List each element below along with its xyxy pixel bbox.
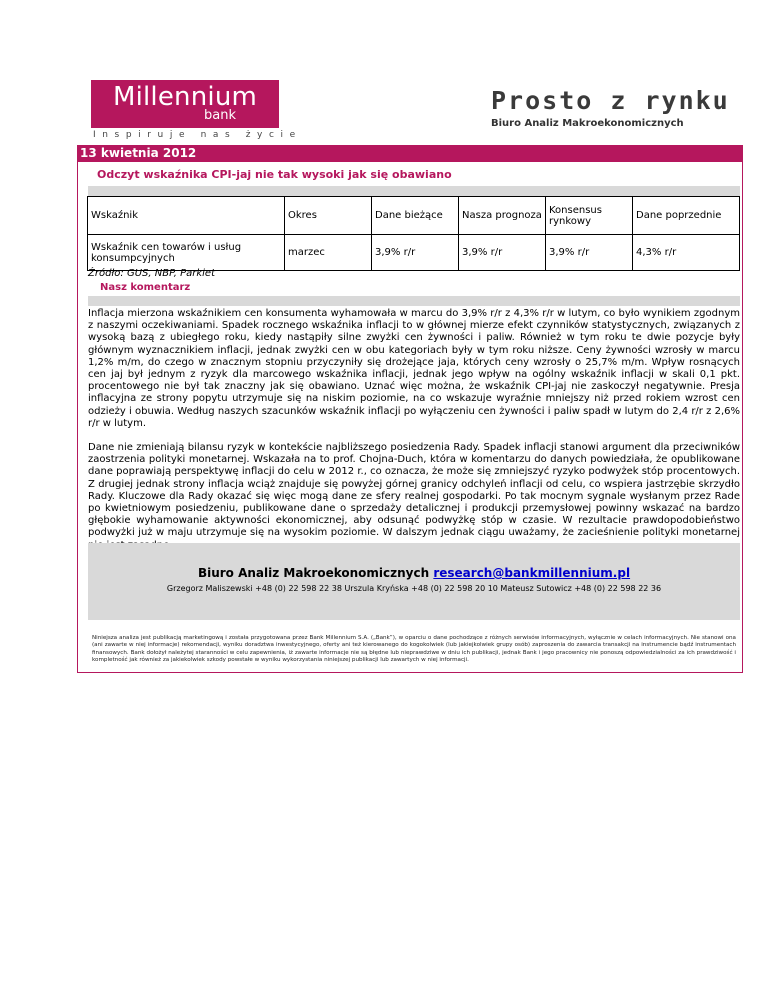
contact-department: Biuro Analiz Makroekonomicznych xyxy=(197,566,430,580)
indicator-table xyxy=(87,196,740,271)
table-header-cell: Wskaźnik xyxy=(88,197,285,235)
publication-title: Prosto z rynku xyxy=(491,86,730,115)
source-note: Źródło: GUS, NBP, Parkiet xyxy=(88,268,216,279)
tagline: Inspiruje nas życie xyxy=(93,130,302,140)
table-header-cell: Konsensus rynkowy xyxy=(546,197,633,235)
table-header-cell: Nasza prognoza xyxy=(459,197,546,235)
section-divider xyxy=(88,186,740,196)
comment-paragraph: Inflacja mierzona wskaźnikiem cen konsumenta wyhamowała w marcu do 3,9% r/r z 4,3% r/r w lutym, co było wynikiem zgodnym z naszymi oczekiwaniami. Spadek rocznego wskaźnika inflacji to w głównej mierze efekt czynników statystycznych, związanych z wysoką bazą z ubiegłego roku, kiedy nastąpiły silne zwyżki cen żywności i paliw. Również w tym roku te dwie pozycje były głównym wyznacznikiem inflacji, jednak zwyżki cen w obu kategoriach były w tym roku niższe. Ceny żywności wzrosły w marcu 1,2% m/m, do czego w znacznym stopniu przyczyniły się drożejące jaja, których ceny wzrosły o 25,7% m/m. Wpływ rosnących cen jaj był jednym z ryzyk dla marcowego wskaźnika inflacji, jednak jego wpływ na ogólny wskaźnik inflacji w skali 0,1 pkt. procentowego nie był tak znaczny jak się obawiano. Uznać więc można, że wskaźnik CPI-jaj nie zaskoczył negatywnie. Presja inflacyjna ze strony popytu utrzymuje się na niskim poziomie, na co wskazuje wyraźnie mniejszy niż przed rokiem wzrost cen odzieży i obuwia. Według naszych szacunków wskaźnik inflacji po wyłączeniu cen żywności i paliw spadł w lutym do 2,4 r/r z 2,6% r/r w lutym. xyxy=(88,308,740,429)
table-cell: marzec xyxy=(285,235,372,271)
publication-subtitle: Biuro Analiz Makroekonomicznych xyxy=(491,118,684,129)
comment-divider xyxy=(88,296,740,306)
table-header-cell: Dane bieżące xyxy=(372,197,459,235)
table-header-cell: Okres xyxy=(285,197,372,235)
table-cell: 4,3% r/r xyxy=(633,235,740,271)
table-cell: Wskaźnik cen towarów i usług konsumpcyjnych xyxy=(88,235,285,271)
table-cell: 3,9% r/r xyxy=(372,235,459,271)
logo-sub: bank xyxy=(204,108,236,123)
table-cell: 3,9% r/r xyxy=(546,235,633,271)
contact-box xyxy=(88,543,740,620)
logo-name: Millennium xyxy=(112,82,258,112)
contact-title xyxy=(88,566,740,580)
contact-email-link[interactable]: research@bankmillennium.pl xyxy=(433,566,631,580)
table-cell: 3,9% r/r xyxy=(459,235,546,271)
comment-paragraph: Dane nie zmieniają bilansu ryzyk w kontekście najbliższego posiedzenia Rady. Spadek inflacji stanowi argument dla przeciwników zaostrzenia polityki monetarnej. Wskazała na to prof. Chojna-Duch, która w komentarzu do danych powiedziała, że opublikowane dane poprawiają perspektywę inflacji do celu w 2012 r., co oznacza, że może się zmniejszyć ryzyko podwyżek stóp procentowych. Z drugiej jednak strony inflacja wciąż znajduje się powyżej górnej granicy odchyleń inflacji od celu, co wspiera jastrzębie skrzydło Rady. Kluczowe dla Rady okazać się więc mogą dane ze sfery realnej gospodarki. Po tak mocnym sygnale wysłanym przez Rade po kwietniowym posiedzeniu, publikowane dane o sprzedaży detalicznej i produkcji przemysłowej powinny wskazać na bardzo głębokie wyhamowanie aktywności ekonomicznej, aby odsunąć podwyżkę stóp w czasie. W rezultacie prawdopodobieństwo podwyżki już w maju utrzymuje się na wysokim poziomie. W dalszym jednak ciągu uważamy, że zacieśnienie polityki monetarnej xyxy=(88,442,740,539)
contact-people: Grzegorz Maliszewski +48 (0) 22 598 22 38 Urszula Kryńska +48 (0) 22 598 20 10 Mateusz Sutowicz +48 (0) 22 598 22 36 xyxy=(166,584,662,593)
table-header-row xyxy=(88,197,740,235)
headline: Odczyt wskaźnika CPI-jaj nie tak wysoki jak się obawiano xyxy=(97,168,452,181)
table-header-cell: Dane poprzednie xyxy=(633,197,740,235)
date-bar: 13 kwietnia 2012 xyxy=(77,145,743,162)
table-row xyxy=(88,235,740,271)
disclaimer: Niniejsza analiza jest publikacją marketingową i została przygotowana przez Bank Millennium S.A. („Bank”), w oparciu o dane pochodzące z różnych serwisów informacyjnych, wyłącznie w celach informacyjnych. Nie stanowi ona (ani zawarte w niej informacje) rekomendacji, wyniku doradztwa inwestycyjnego, oferty ani też kierowanego do kogokolwiek (lub jakiejkolwiek grupy osób) zaproszenia do zawarcia transakcji na instrumencie bądź instrumentach finansowych. Bank dołożył należytej staranności w celu zapewnienia, iż zawarte informacje nie są błędne lub nieprawdziwe w dniu ich publikacji, jednak Bank i jego pracownicy nie ponoszą odpowiedzialności za ich prawdziwość i kompletność jak również za jakiekolwiek szkody powstałe w wyniku wykorzystania niniejszej publikacji lub zawartych w niej informacji. xyxy=(92,635,736,664)
comment-label: Nasz komentarz xyxy=(100,282,191,293)
bank-logo xyxy=(91,80,279,128)
